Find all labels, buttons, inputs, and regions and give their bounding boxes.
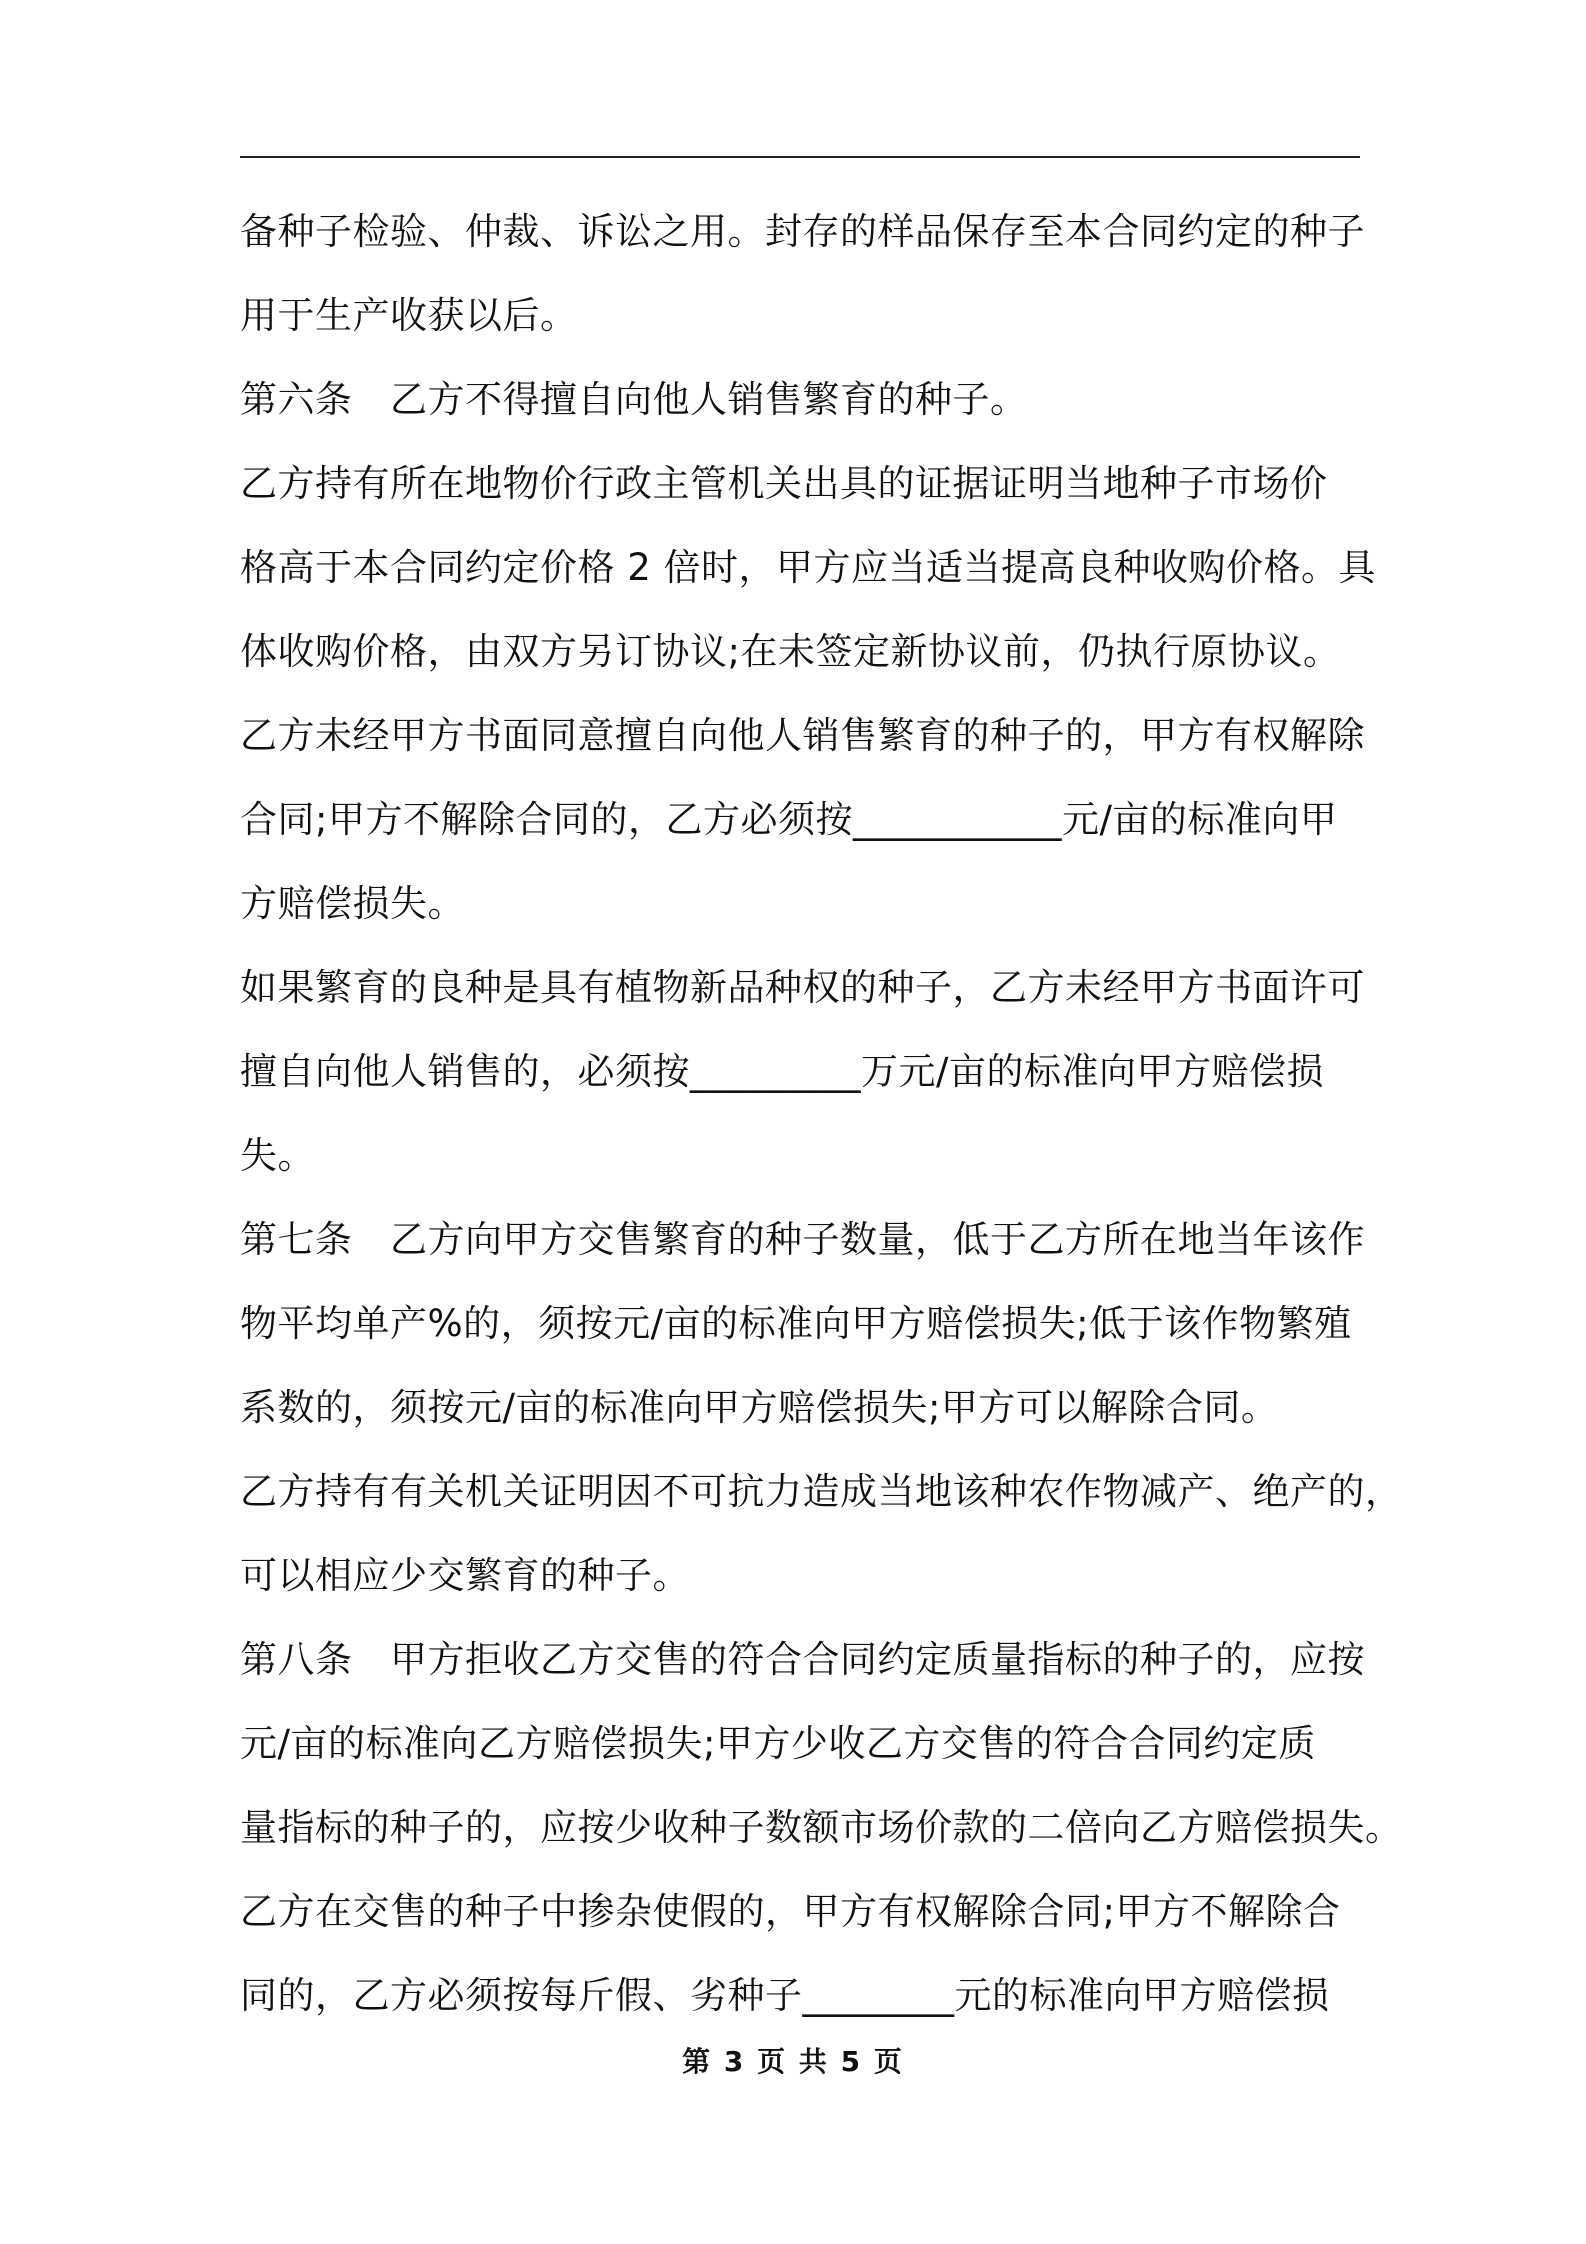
text-line: 元/亩的标准向乙方赔偿损失;甲方少收乙方交售的符合合同约定质 [240, 1722, 1316, 1765]
text-line: 体收购价格，由双方另订协议;在未签定新协议前，仍执行原协议。 [240, 630, 1341, 673]
text-line: 格高于本合同约定价格 2 倍时，甲方应当适当提高良种收购价格。具 [240, 546, 1377, 589]
text-line: 方赔偿损失。 [240, 882, 465, 925]
text-line: 第六条 乙方不得擅自向他人销售繁育的种子。 [240, 378, 1028, 421]
header-rule [240, 156, 1360, 158]
text-line: 物平均单产%的，须按元/亩的标准向甲方赔偿损失;低于该作物繁殖 [240, 1302, 1352, 1345]
text-line: 合同;甲方不解除合同的，乙方必须按___________元/亩的标准向甲 [240, 798, 1338, 841]
text-line: 第八条 甲方拒收乙方交售的符合合同约定质量指标的种子的，应按 [240, 1638, 1365, 1681]
text-line: 乙方未经甲方书面同意擅自向他人销售繁育的种子的，甲方有权解除 [240, 714, 1365, 757]
page-number-footer: 第 3 页 共 5 页 [682, 2045, 904, 2078]
text-line: 同的，乙方必须按每斤假、劣种子________元的标准向甲方赔偿损 [240, 1974, 1330, 2017]
text-line: 第七条 乙方向甲方交售繁育的种子数量，低于乙方所在地当年该作 [240, 1218, 1365, 1261]
document-body [240, 190, 1403, 2038]
text-line: 乙方持有有关机关证明因不可抗力造成当地该种农作物减产、绝产的， [240, 1470, 1403, 1513]
text-line: 备种子检验、仲裁、诉讼之用。封存的样品保存至本合同约定的种子 [240, 210, 1365, 253]
text-line: 可以相应少交繁育的种子。 [240, 1554, 690, 1597]
text-line: 乙方持有所在地物价行政主管机关出具的证据证明当地种子市场价 [240, 462, 1328, 505]
text-line: 乙方在交售的种子中掺杂使假的，甲方有权解除合同;甲方不解除合 [240, 1890, 1341, 1933]
text-line: 系数的，须按元/亩的标准向甲方赔偿损失;甲方可以解除合同。 [240, 1386, 1279, 1429]
text-line: 如果繁育的良种是具有植物新品种权的种子，乙方未经甲方书面许可 [240, 966, 1365, 1009]
text-line: 用于生产收获以后。 [240, 294, 578, 337]
text-line: 量指标的种子的，应按少收种子数额市场价款的二倍向乙方赔偿损失。 [240, 1806, 1403, 1849]
text-line: 失。 [240, 1134, 315, 1177]
text-line: 擅自向他人销售的，必须按_________万元/亩的标准向甲方赔偿损 [240, 1050, 1324, 1093]
